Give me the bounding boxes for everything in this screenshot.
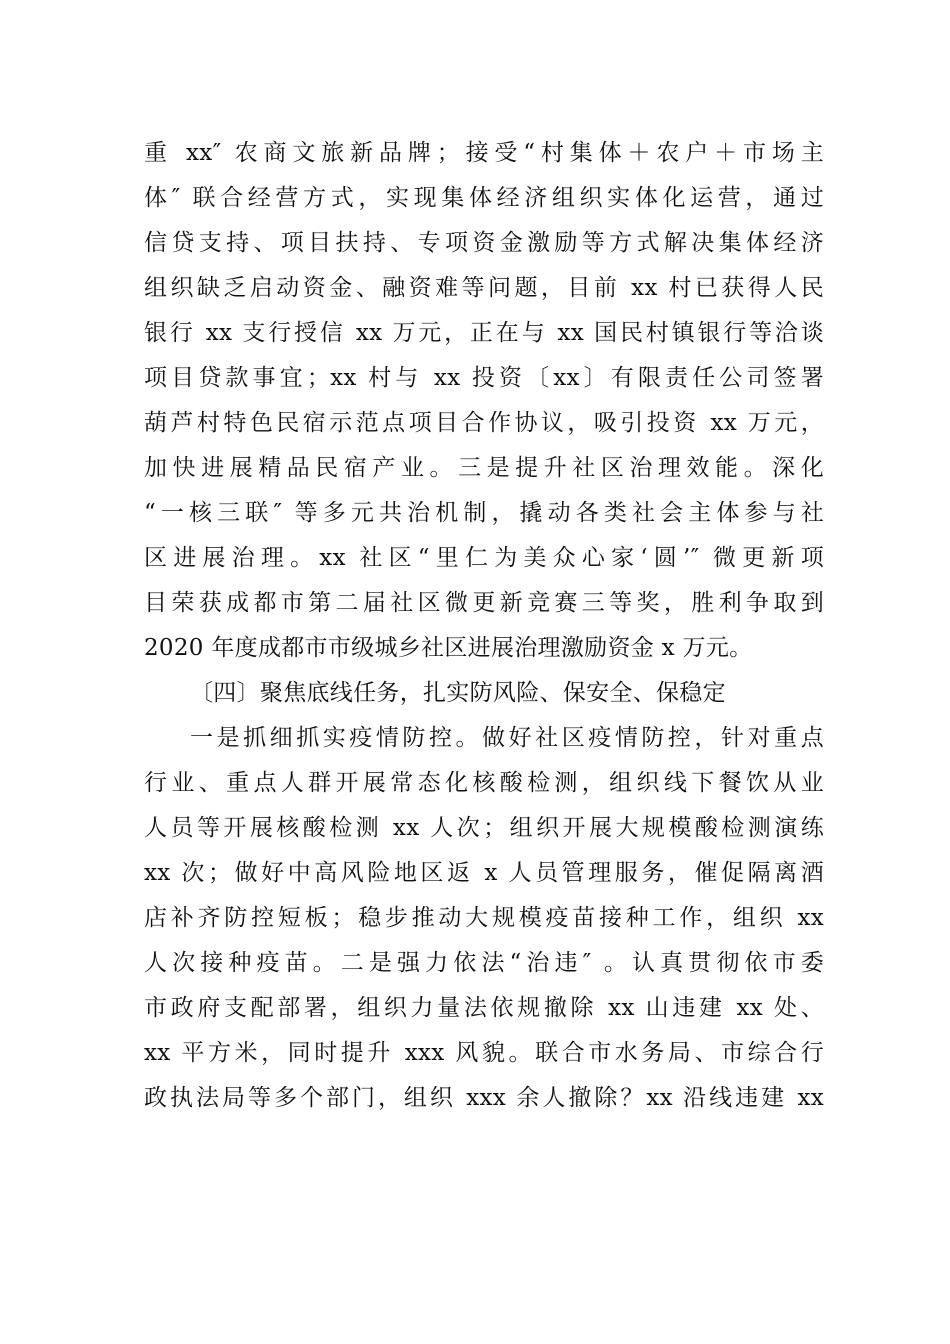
body-text — [144, 131, 824, 1121]
text-line: 项目贷款事宜；xx 村与 xx 投资〔xx〕有限责任公司签署 — [144, 365, 824, 391]
text-line: 一是抓细抓实疫情防控。做好社区疫情防控，针对重点 — [190, 725, 824, 751]
text-line: 葫芦村特色民宿示范点项目合作协议，吸引投资 xx 万元， — [144, 410, 824, 436]
text-line: 区进展治理。xx 社区“里仁为美众心家‘圆’″ 微更新项 — [144, 545, 824, 571]
text-line: 体″ 联合经营方式，实现集体经济组织实体化运营，通过 — [144, 185, 824, 211]
text-line: “一核三联″ 等多元共治机制，撬动各类社会主体参与社 — [144, 500, 824, 526]
text-line: 政执法局等多个部门，组织 xxx 余人撤除？xx 沿线违建 xx — [144, 1085, 824, 1111]
text-line: 人员等开展核酸检测 xx 人次；组织开展大规模酸检测演练 — [144, 815, 824, 841]
text-line: 店补齐防控短板；稳步推动大规模疫苗接种工作，组织 xx — [144, 905, 824, 931]
text-line: 2020 年度成都市市级城乡社区进展治理激励资金 x 万元。 — [144, 635, 753, 661]
section-heading: 〔四〕聚焦底线任务，扎实防风险、保安全、保稳定 — [190, 680, 726, 706]
text-line: 重 xx″ 农商文旅新品牌；接受“村集体＋农户＋市场主 — [144, 140, 824, 166]
text-line: 市政府支配部署，组织力量法依规撤除 xx 山违建 xx 处、 — [144, 995, 824, 1021]
text-line: 行业、重点人群开展常态化核酸检测，组织线下餐饮从业 — [144, 770, 824, 796]
text-line: 人次接种疫苗。二是强力依法“治违″ 。认真贯彻依市委 — [144, 950, 824, 976]
text-line: 信贷支持、项目扶持、专项资金激励等方式解决集体经济 — [144, 230, 824, 256]
text-line: 目荣获成都市第二届社区微更新竞赛三等奖，胜利争取到 — [144, 590, 824, 616]
text-line: 银行 xx 支行授信 xx 万元，正在与 xx 国民村镇银行等洽谈 — [144, 320, 824, 346]
text-line: 组织缺乏启动资金、融资难等问题，目前 xx 村已获得人民 — [144, 275, 824, 301]
text-line: xx 平方米，同时提升 xxx 风貌。联合市水务局、市综合行 — [144, 1040, 824, 1066]
text-line: xx 次；做好中高风险地区返 x 人员管理服务，催促隔离酒 — [144, 860, 824, 886]
text-line: 加快进展精品民宿产业。三是提升社区治理效能。深化 — [144, 455, 824, 481]
